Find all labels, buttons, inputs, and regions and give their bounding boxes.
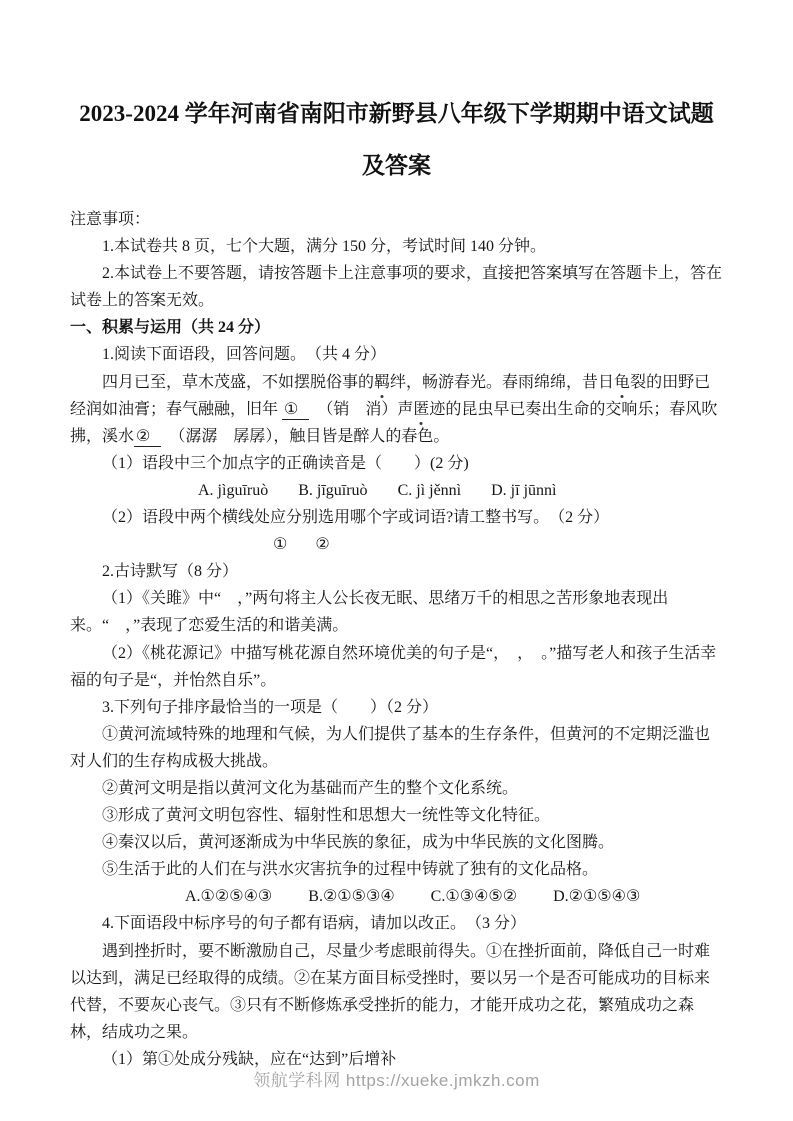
q3-stem [70, 694, 723, 721]
text-run: （1）第①处成分残缺，应在“达到”后增补 [102, 1050, 397, 1068]
text-run: ⑤生活于此的人们在与洪水灾害抗争的过程中铸就了独有的文化品格。 [102, 861, 599, 879]
text-run: 注意事项： [70, 211, 151, 228]
text-run: 迹的昆虫早已奏出生命的交响乐；春风吹拂，溪水 [70, 400, 718, 445]
q3-sentence-4 [70, 829, 723, 856]
text-run: ②黄河文明是指以黄河文化为基础而产生的整个文化系统。 [102, 779, 519, 797]
option-item: ① [273, 536, 288, 554]
emphasis-dotted-char: 羁 [374, 369, 390, 396]
emphasis-dotted-char: 龟 [614, 369, 630, 396]
q3-options [70, 883, 723, 910]
text-run: 四月已至，草木茂盛，不如摆脱俗事的 [102, 373, 375, 391]
notice-item-1 [70, 233, 723, 260]
q1-stem [70, 341, 723, 368]
blank-underline: ① [282, 401, 309, 420]
text-run: 1.本试卷共 8 页，七个大题，满分 150 分，考试时间 140 分钟。 [102, 238, 547, 256]
option-item: B. jīguīruò [298, 481, 368, 499]
watermark: 领航学科网 https://xueke.jmkzh.com [253, 1071, 540, 1090]
text-run: 3.下列句子排序最恰当的一项是（ ）（2 分） [102, 698, 439, 716]
document-body [70, 206, 723, 1073]
option-item: C. jì jěnnì [397, 481, 462, 499]
text-run: （潺潺 孱孱），触目皆是醉人的春色。 [161, 427, 450, 445]
q2-stem [70, 558, 723, 585]
emphasis-dotted-char: 匿 [413, 396, 429, 423]
option-item: B.②①⑤③④ [308, 888, 395, 906]
q1-passage [70, 369, 723, 450]
section-1-heading [70, 314, 723, 341]
text-run: 绊，畅游春光。春雨绵绵，昔日 [390, 373, 615, 391]
option-item: A. jìguīruò [198, 481, 269, 499]
q2-sub1 [70, 585, 723, 639]
text-run: 4.下面语段中标序号的句子都有语病，请加以改正。 （3 分） [102, 915, 527, 933]
text-run: （销 消）声 [309, 400, 414, 418]
notice-heading [70, 206, 723, 233]
q3-sentence-1 [70, 721, 723, 775]
text-run: （1）《关雎》中“ ，”两句将主人公长夜无眠、思绪万千的相思之苦形象地表现出来。“ ，”表现了恋爱生活的和谐美满。 [70, 590, 669, 635]
text-run: ④秦汉以后，黄河逐渐成为中华民族的象征，成为中华民族的文化图腾。 [102, 834, 615, 852]
text-run: 一、积累与运用（共 24 分） [70, 319, 271, 337]
text-run: （2）《桃花源记》中描写桃花源自然环境优美的句子是“， ， 。”描写老人和孩子生活幸福的句子是“，并怡然自乐”。 [70, 644, 717, 689]
text-run: （1）语段中三个加点字的正确读音是（ ）(2 分) [102, 454, 469, 472]
q1-sub2-answer [70, 531, 723, 558]
q4-passage [70, 938, 723, 1046]
text-run: 2.本试卷上不要答题，请按答题卡上注意事项的要求，直接把答案填写在答题卡上，答在试卷上的答案无效。 [70, 265, 723, 310]
q4-stem [70, 910, 723, 937]
option-item: A.①②⑤④③ [185, 888, 273, 906]
text-run: （2）语段中两个横线处应分别选用哪个字或词语?请工整书写。 （2 分） [102, 509, 610, 527]
q1-sub1-options [70, 477, 723, 504]
q1-sub2-stem [70, 504, 723, 531]
text-run: 2.古诗默写（8 分） [102, 563, 239, 581]
q3-sentence-2 [70, 775, 723, 802]
option-item: D.②①⑤④③ [553, 888, 641, 906]
option-item: ② [315, 536, 330, 554]
q1-sub1-stem [70, 450, 723, 477]
text-run: 遇到挫折时，要不断激励自己，尽量少考虑眼前得失。①在挫折面前，降低自己一时难以达到，满足已经取得的成绩。②在某方面目标受挫时，要以另一个是否可能成功的目标来代替，不要灰心丧气。③只有不断修炼承受挫折的能力，才能开成功之花，繁殖成功之森林，结成功之果。 [70, 942, 711, 1041]
text-run: 裂的田野已经润如油膏；春气融融，旧年 [70, 373, 711, 418]
notice-item-2 [70, 260, 723, 314]
option-item: C.①③④⑤② [430, 888, 518, 906]
q2-sub2 [70, 640, 723, 694]
text-run: ③形成了黄河文明包容性、辐射性和思想大一统性等文化特征。 [102, 807, 551, 825]
option-item: D. jī jūnnì [491, 481, 557, 499]
text-run: ①黄河流域特殊的地理和气候，为人们提供了基本的生存条件，但黄河的不定期泛滥也对人们的生存构成极大挑战。 [70, 725, 711, 770]
blank-underline: ② [134, 428, 161, 447]
text-run: 1.阅读下面语段，回答问题。 （共 4 分） [102, 346, 387, 364]
page-title: 2023-2024 学年河南省南阳市新野县八年级下学期期中语文试题及答案 [79, 101, 714, 178]
q3-sentence-5 [70, 856, 723, 883]
q3-sentence-3 [70, 802, 723, 829]
